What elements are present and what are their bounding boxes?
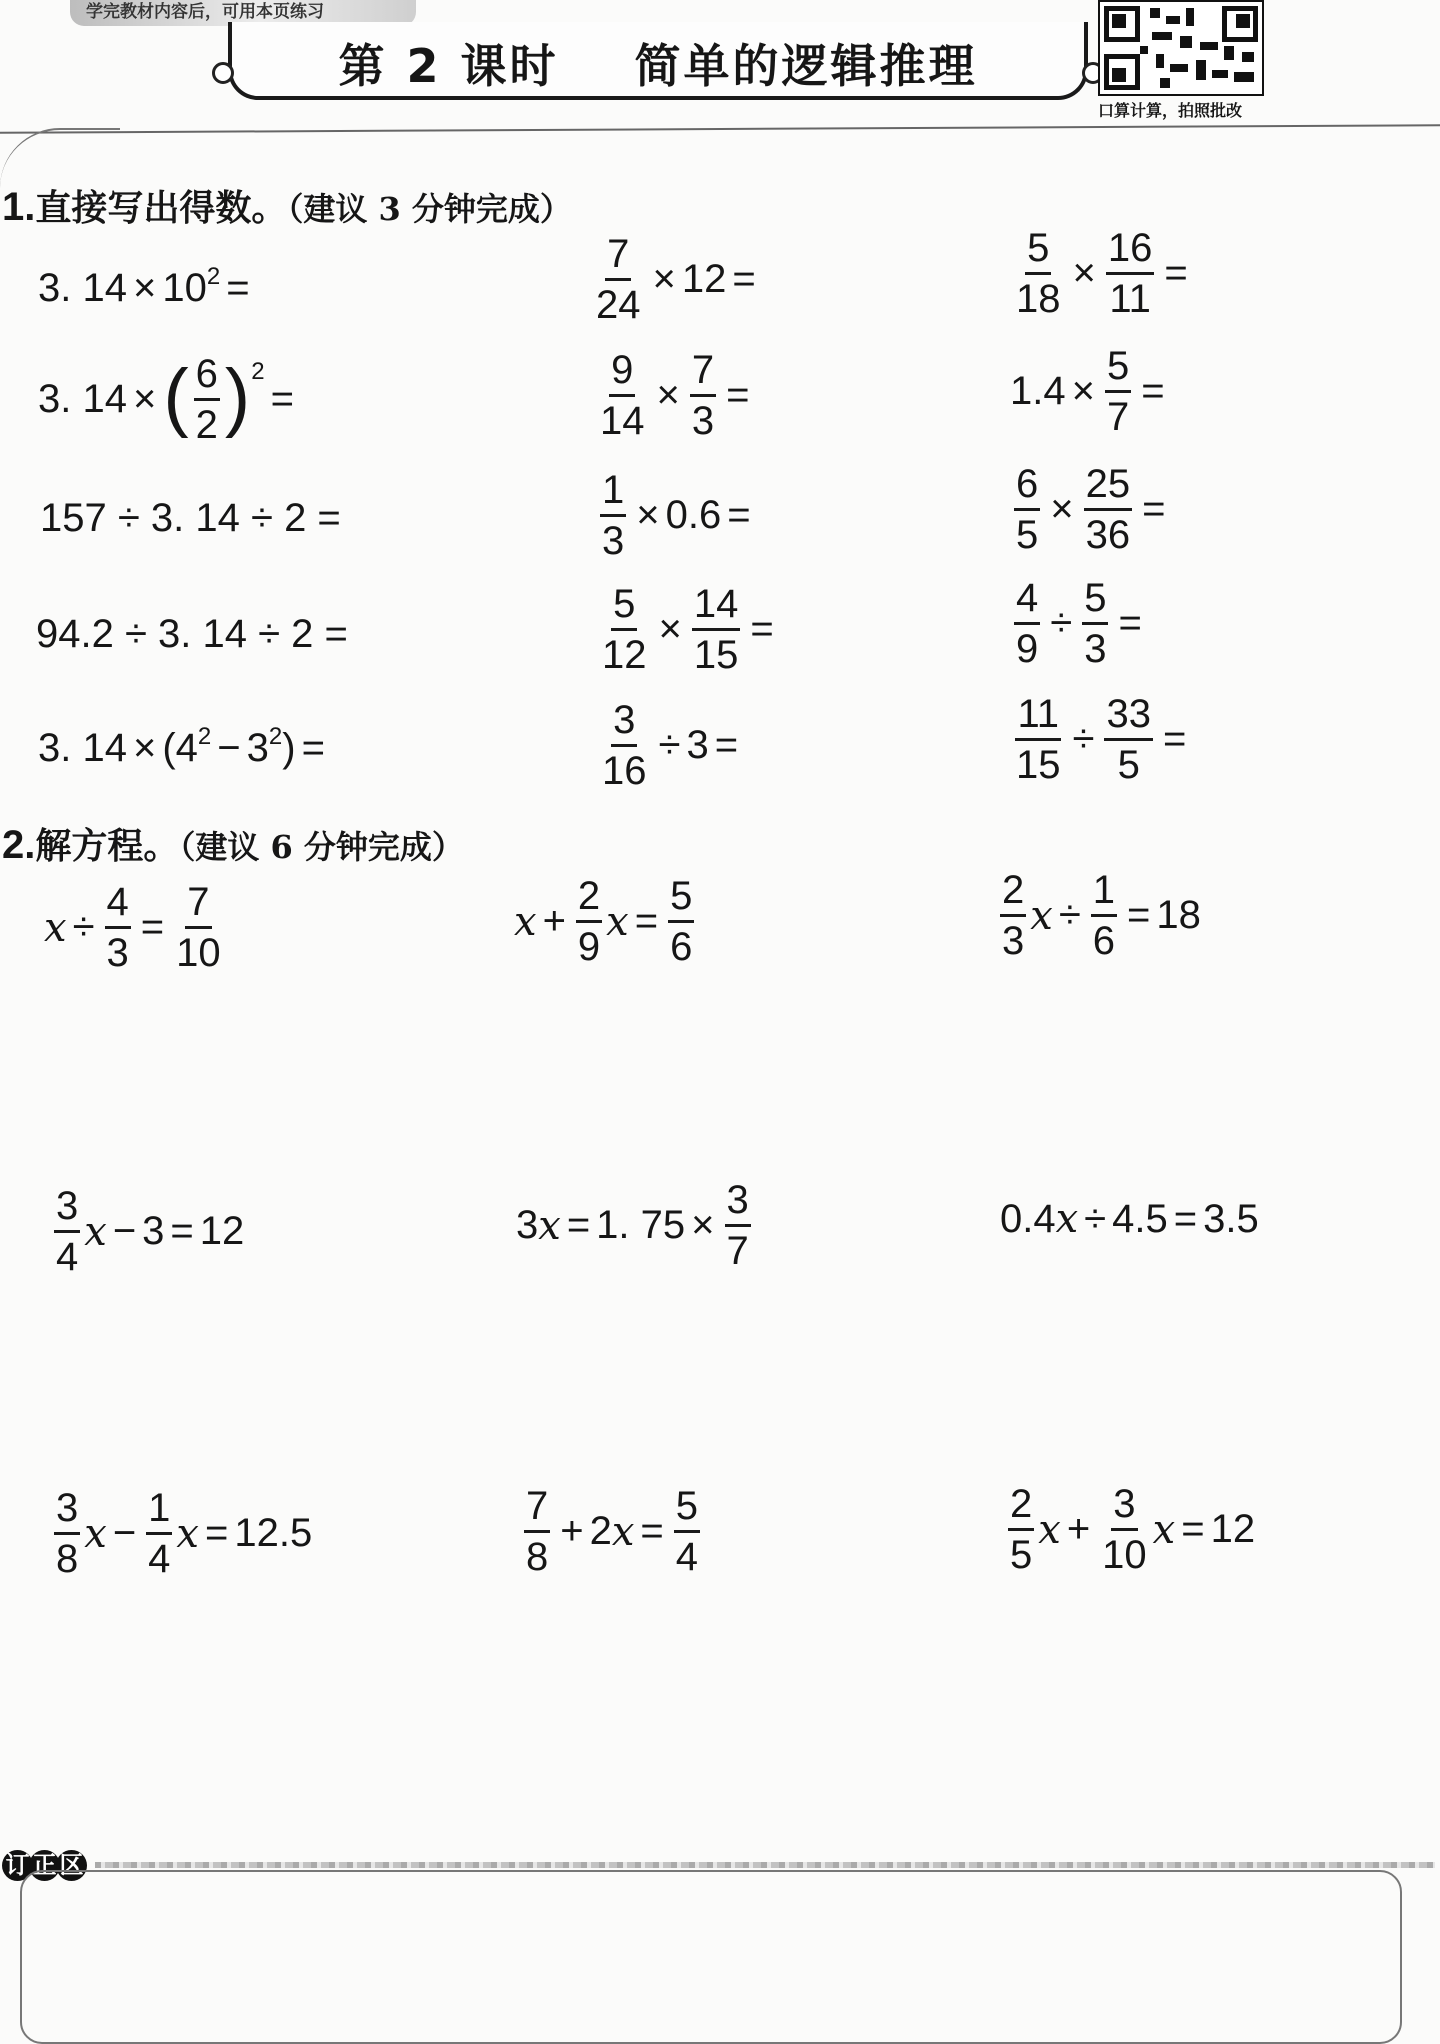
equation-6: 0.4 x ÷ 4.5 = 3.5 [1000, 1196, 1259, 1242]
problem-4-2: $\frac{5}{12}$ × $\frac{14}{15}$ = [602, 582, 774, 677]
equation-1: x ÷ $\frac{4}{3}$ = $\frac{7}{10}$ [44, 880, 221, 975]
problem-5-2: $\frac{3}{16}$ ÷ 3 = [602, 698, 739, 793]
title-decoration-left [212, 62, 234, 84]
problem-3-2: $\frac{1}{3}$ × 0.6 = [602, 468, 751, 563]
problem-5-3: $\frac{11}{15}$ ÷ $\frac{33}{5}$ = [1016, 692, 1187, 787]
problem-5-1: 3. 14 × ( 4 2 − 3 2 ) = [38, 722, 325, 770]
section2-hint: （建议 6 分钟完成） [179, 828, 464, 866]
equation-8: $\frac{7}{8}$ + 2 x = $\frac{5}{4}$ [526, 1484, 699, 1579]
qr-caption: 口算计算，拍照批改 [1098, 101, 1243, 120]
section1-title: 直接写出得数。 [35, 187, 288, 229]
correction-divider [95, 1862, 1435, 1868]
problem-1-3: $\frac{5}{18}$ × $\frac{16}{11}$ = [1016, 226, 1188, 321]
equation-7: $\frac{3}{8}$ x − $\frac{1}{4}$ x = 12.5 [56, 1486, 313, 1581]
section2-title: 解方程。 [35, 825, 180, 867]
problem-1-2: $\frac{7}{24}$ × 12 = [596, 232, 756, 327]
problem-3-1: 157 ÷ 3. 14 ÷ 2 = [40, 496, 341, 540]
problem-2-3: 1.4 × $\frac{5}{7}$ = [1010, 344, 1165, 439]
problem-4-1: 94.2 ÷ 3. 14 ÷ 2 = [36, 612, 348, 656]
correction-area-box [20, 1870, 1402, 2044]
section1-hint: （建议 3 分钟完成） [287, 190, 572, 228]
equation-9: $\frac{2}{5}$ x + $\frac{3}{10}$ x = 12 [1010, 1482, 1256, 1577]
problem-2-1: 3. 14 × ( $\frac{6}{2}$ ) 2 = [38, 352, 294, 447]
section1-heading [2, 180, 572, 231]
lesson-title: 第 2 课时 简单的逻辑推理 [338, 39, 978, 93]
equation-2: x + $\frac{2}{9}$ x = $\frac{5}{6}$ [514, 874, 693, 969]
correction-area-label: 订 正 区 [2, 1850, 83, 1881]
section2-heading [2, 818, 464, 869]
problem-3-3: $\frac{6}{5}$ × $\frac{25}{36}$ = [1016, 462, 1166, 557]
section1-number: 1. [2, 185, 36, 229]
equation-5: 3 x = 1. 75 × $\frac{3}{7}$ [516, 1178, 749, 1273]
lesson-title-box [228, 22, 1088, 100]
header-divider [0, 124, 1440, 134]
problem-4-3: $\frac{4}{9}$ ÷ $\frac{5}{3}$ = [1016, 576, 1142, 671]
section2-number: 2. [2, 823, 36, 867]
top-strip-banner: 学完教材内容后，可用本页练习 [70, 0, 416, 26]
equation-3: $\frac{2}{3}$ x ÷ $\frac{1}{6}$ = 18 [1002, 868, 1201, 963]
equation-4: $\frac{3}{4}$ x − 3 = 12 [56, 1184, 245, 1279]
qr-code[interactable] [1098, 0, 1264, 96]
problem-1-1: 3. 14 × 10 2 = [38, 262, 250, 310]
problem-2-2: $\frac{9}{14}$ × $\frac{7}{3}$ = [600, 348, 750, 443]
